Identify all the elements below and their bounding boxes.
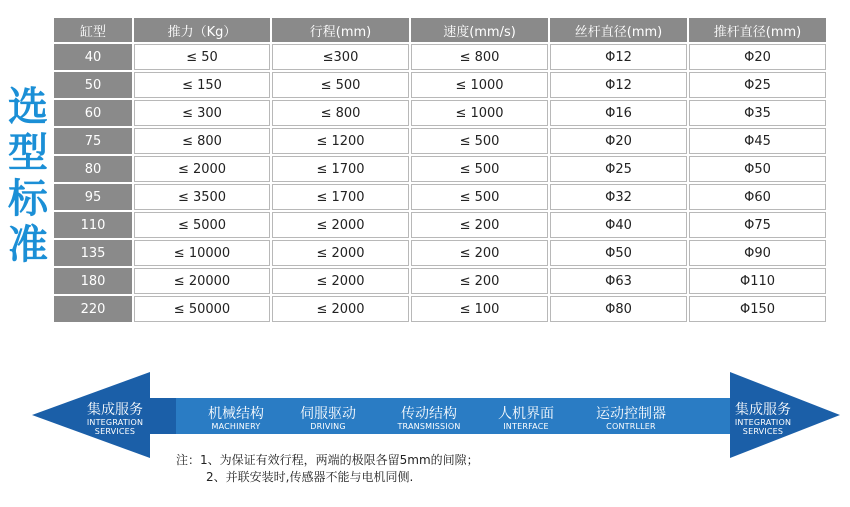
segment-driving — [288, 406, 368, 432]
cell-speed: ≤ 500 — [411, 156, 548, 182]
side-title-char: 型 — [8, 129, 48, 176]
side-title-char: 标 — [8, 175, 48, 222]
note-2: 2、并联安装时,传感器不能与电机同侧. — [206, 470, 414, 484]
segment-en: INTERFACE — [503, 422, 549, 431]
cell-stroke: ≤ 1700 — [272, 156, 409, 182]
cell-stroke: ≤ 1700 — [272, 184, 409, 210]
note-1: 注：1、为保证有效行程，两端的极限各留5mm的间隙； — [176, 453, 479, 467]
cell-screw-diameter: Φ40 — [550, 212, 687, 238]
left-end-en2: SERVICES — [94, 427, 136, 436]
cell-model: 110 — [54, 212, 132, 238]
cell-rod-diameter: Φ110 — [689, 268, 826, 294]
cell-speed: ≤ 500 — [411, 184, 548, 210]
cell-stroke: ≤ 2000 — [272, 212, 409, 238]
cell-model: 75 — [54, 128, 132, 154]
cell-stroke: ≤300 — [272, 44, 409, 70]
cell-stroke: ≤ 1200 — [272, 128, 409, 154]
cell-screw-diameter: Φ50 — [550, 240, 687, 266]
spec-table — [52, 16, 828, 324]
table-header-row — [54, 18, 826, 42]
cell-screw-diameter: Φ12 — [550, 72, 687, 98]
segment-en: DRIVING — [310, 422, 346, 431]
left-end-cn: 集成服务 — [87, 402, 143, 418]
cell-stroke: ≤ 500 — [272, 72, 409, 98]
header-stroke: 行程(mm) — [272, 18, 409, 42]
segment-transmission — [386, 406, 472, 432]
cell-speed: ≤ 800 — [411, 44, 548, 70]
segment-cn: 人机界面 — [498, 406, 554, 422]
cell-screw-diameter: Φ16 — [550, 100, 687, 126]
segment-cn: 运动控制器 — [596, 406, 666, 422]
side-title-char: 准 — [8, 221, 48, 268]
cell-stroke: ≤ 800 — [272, 100, 409, 126]
cell-speed: ≤ 500 — [411, 128, 548, 154]
notes — [176, 452, 479, 486]
left-end-label — [80, 402, 150, 436]
table-row — [54, 268, 826, 294]
cell-model: 220 — [54, 296, 132, 322]
cell-rod-diameter: Φ90 — [689, 240, 826, 266]
cell-speed: ≤ 200 — [411, 268, 548, 294]
side-title-char: 选 — [8, 83, 48, 130]
table-row — [54, 212, 826, 238]
cell-rod-diameter: Φ150 — [689, 296, 826, 322]
band-right-tail — [700, 398, 730, 434]
cell-screw-diameter: Φ12 — [550, 44, 687, 70]
cell-thrust: ≤ 50 — [134, 44, 270, 70]
cell-screw-diameter: Φ25 — [550, 156, 687, 182]
cell-rod-diameter: Φ75 — [689, 212, 826, 238]
cell-model: 60 — [54, 100, 132, 126]
segment-cn: 机械结构 — [208, 406, 264, 422]
cell-stroke: ≤ 2000 — [272, 240, 409, 266]
cell-rod-diameter: Φ60 — [689, 184, 826, 210]
cell-speed: ≤ 1000 — [411, 72, 548, 98]
header-thrust: 推力（Kg） — [134, 18, 270, 42]
cell-rod-diameter: Φ25 — [689, 72, 826, 98]
segment-machinery — [196, 406, 276, 432]
cell-model: 80 — [54, 156, 132, 182]
right-end-label — [728, 402, 798, 436]
cell-rod-diameter: Φ50 — [689, 156, 826, 182]
segment-controller — [584, 406, 678, 432]
segment-interface — [486, 406, 566, 432]
segment-cn: 传动结构 — [401, 406, 457, 422]
segment-en: MACHINERY — [211, 422, 261, 431]
right-end-en1: INTEGRATION — [734, 418, 792, 427]
cell-thrust: ≤ 150 — [134, 72, 270, 98]
table-row — [54, 72, 826, 98]
right-end-cn: 集成服务 — [735, 402, 791, 418]
cell-thrust: ≤ 20000 — [134, 268, 270, 294]
cell-thrust: ≤ 50000 — [134, 296, 270, 322]
left-end-en1: INTEGRATION — [86, 418, 144, 427]
cell-model: 135 — [54, 240, 132, 266]
cell-screw-diameter: Φ63 — [550, 268, 687, 294]
cell-thrust: ≤ 5000 — [134, 212, 270, 238]
cell-stroke: ≤ 2000 — [272, 296, 409, 322]
cell-speed: ≤ 200 — [411, 212, 548, 238]
band-left-tail — [150, 398, 176, 434]
table-row — [54, 44, 826, 70]
cell-model: 40 — [54, 44, 132, 70]
table-row — [54, 128, 826, 154]
segment-cn: 伺服驱动 — [300, 406, 356, 422]
cell-speed: ≤ 200 — [411, 240, 548, 266]
cell-stroke: ≤ 2000 — [272, 268, 409, 294]
cell-rod-diameter: Φ35 — [689, 100, 826, 126]
header-rod-diameter: 推杆直径(mm) — [689, 18, 826, 42]
table-row — [54, 240, 826, 266]
cell-rod-diameter: Φ20 — [689, 44, 826, 70]
cell-model: 95 — [54, 184, 132, 210]
header-speed: 速度(mm/s) — [411, 18, 548, 42]
cell-thrust: ≤ 3500 — [134, 184, 270, 210]
cell-thrust: ≤ 300 — [134, 100, 270, 126]
cell-model: 50 — [54, 72, 132, 98]
side-title — [6, 84, 50, 268]
table-row — [54, 100, 826, 126]
segment-en: CONTRLLER — [606, 422, 656, 431]
cell-screw-diameter: Φ32 — [550, 184, 687, 210]
table-row — [54, 156, 826, 182]
header-screw-diameter: 丝杆直径(mm) — [550, 18, 687, 42]
table-row — [54, 184, 826, 210]
cell-thrust: ≤ 10000 — [134, 240, 270, 266]
segment-en: TRANSMISSION — [397, 422, 461, 431]
header-model: 缸型 — [54, 18, 132, 42]
cell-screw-diameter: Φ80 — [550, 296, 687, 322]
cell-thrust: ≤ 800 — [134, 128, 270, 154]
cell-speed: ≤ 1000 — [411, 100, 548, 126]
table-row — [54, 296, 826, 322]
cell-screw-diameter: Φ20 — [550, 128, 687, 154]
cell-model: 180 — [54, 268, 132, 294]
cell-speed: ≤ 100 — [411, 296, 548, 322]
cell-thrust: ≤ 2000 — [134, 156, 270, 182]
cell-rod-diameter: Φ45 — [689, 128, 826, 154]
right-end-en2: SERVICES — [742, 427, 784, 436]
